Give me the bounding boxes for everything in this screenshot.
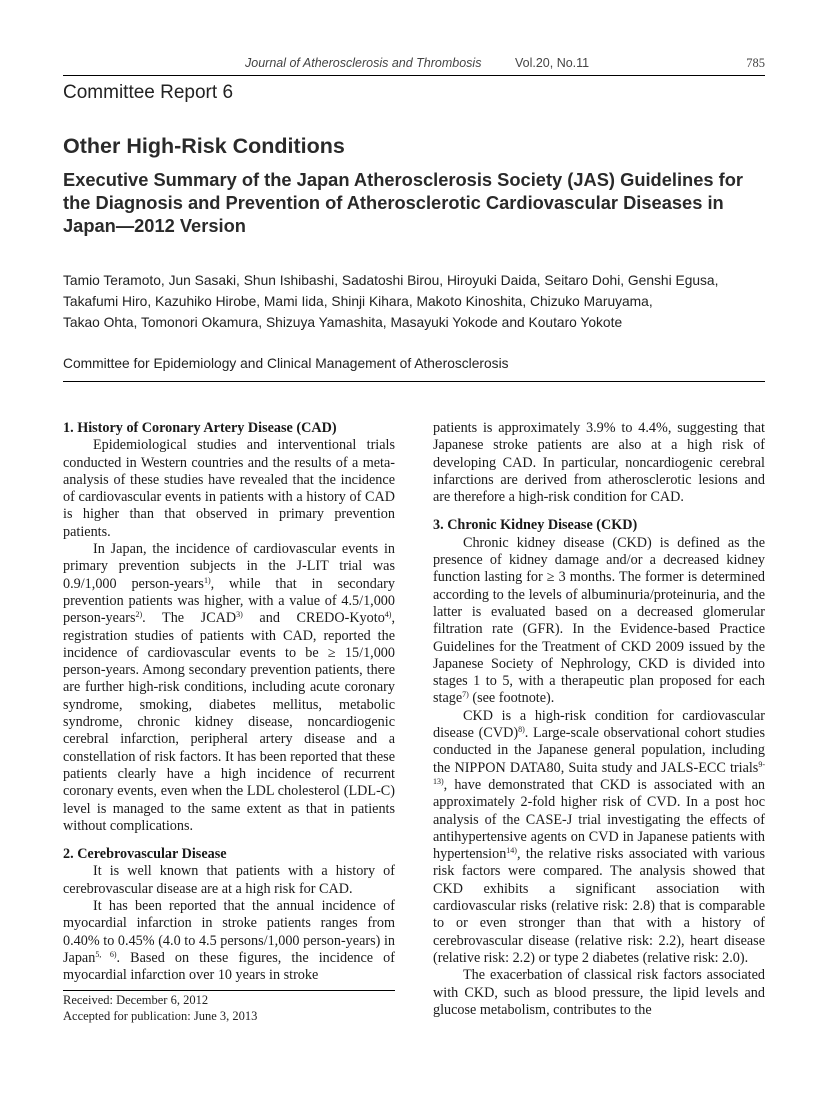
article-title: Other High-Risk Conditions bbox=[63, 134, 345, 158]
citation: 9-13) bbox=[433, 759, 765, 786]
volume-issue: Vol.20, No.11 bbox=[515, 56, 590, 70]
running-head bbox=[63, 56, 765, 74]
committee-affiliation: Committee for Epidemiology and Clinical Management of Atherosclerosis bbox=[63, 356, 509, 371]
paragraph: Epidemiological studies and interventional trials conducted in Western countries and the results of a meta-analysis of these studies have revealed that the incidence of cardiovascular events in patients with a history of CAD is higher than that observed in primary prevention patients. bbox=[63, 437, 395, 540]
report-label: Committee Report 6 bbox=[63, 82, 234, 103]
text-run: . Large-scale observational cohort studies conducted in the Japanese general population, including the NIPPON DATA80, Suita study and JALS-ECC trials bbox=[433, 725, 765, 776]
paragraph bbox=[433, 535, 765, 708]
section-heading: 3. Chronic Kidney Disease (CKD) bbox=[433, 517, 638, 534]
citation: 1) bbox=[203, 575, 211, 585]
author-line: Takafumi Hiro, Kazuhiko Hirobe, Mami Iida, Shinji Kihara, Makoto Kinoshita, Chizuko Maruyama, bbox=[63, 294, 653, 309]
author-list bbox=[63, 270, 773, 333]
text-run: It has been reported that the annual incidence of myocardial infarction in stroke patients ranges from 0.40% to 0.45% (4.0 to 4.5 persons/1,000 person-years) in Japan bbox=[63, 898, 395, 966]
citation: 2) bbox=[135, 610, 143, 620]
paragraph: The exacerbation of classical risk factors associated with CKD, such as blood pressure, the lipid levels and glucose metabolism, contributes to the bbox=[433, 967, 765, 1018]
text-run: Chronic kidney disease (CKD) is defined as the presence of kidney damage and/or a decreased kidney function lasting for ≥ 3 months. The former is determined according to the levels of albuminuria/proteinuria, and the latter is evaluated based on a decreased glomerular filtration rate (GFR). In the Evidence-based Practice Guidelines for the Treatment of CKD 2009 issued by the Japanese Society of Nephrology, CKD is divided into stages 1 to 5, with a therapeutic plan proposed for each stage bbox=[433, 534, 765, 707]
header-rule bbox=[63, 75, 765, 76]
text-run: . Based on these figures, the incidence of myocardial infarction over 10 years in stroke bbox=[63, 949, 395, 984]
citation: 5, 6) bbox=[95, 949, 117, 959]
page-number: 785 bbox=[746, 56, 765, 70]
text-run: and CREDO-Kyoto bbox=[242, 610, 385, 627]
received-date: Received: December 6, 2012 bbox=[63, 993, 209, 1007]
right-column bbox=[433, 420, 765, 1019]
journal-name: Journal of Atherosclerosis and Thrombosis bbox=[245, 56, 482, 70]
footnote-rule bbox=[63, 990, 395, 991]
text-run: CKD is a high-risk condition for cardiovascular disease (CVD) bbox=[433, 707, 765, 742]
text-run: , while that in secondary prevention patients was higher, with a value of 4.5/1,000 person-years bbox=[63, 575, 395, 627]
paragraph: It is well known that patients with a history of cerebrovascular disease are at a high risk for CAD. bbox=[63, 863, 395, 897]
paragraph: patients is approximately 3.9% to 4.4%, suggesting that Japanese stroke patients are also at a high risk of developing CAD. In particular, noncardiogenic cerebral infarctions are derived from atherosclerotic lesions and are therefore a high-risk condition for CAD. bbox=[433, 420, 765, 506]
text-run: , registration studies of patients with CAD, reported the incidence of cardiovascular events to be ≥ 15/1,000 person-years. Among secondary prevention patients, there are further high-risk conditions, including acute coronary syndrome, smoking, diabetes mellitus, metabolic syndrome, chronic kidney disease, noncardiogenic cerebral infarction, peripheral artery disease and a constellation of risk factors. It has been reported that these patients clearly have a high incidence of recurrent coronary events, even when the LDL cholesterol (LDL-C) level is managed to the same extent as that in patients without complications. bbox=[63, 610, 396, 834]
text-run: . The JCAD bbox=[142, 610, 237, 627]
text-run: , have demonstrated that CKD is associated with an approximately 2-fold higher risk of CVD. In a post hoc analysis of the CASE-J trial investigating the effects of antihypertensive agents on CVD in Japanese patients with hypertension bbox=[433, 776, 765, 863]
text-run: (see footnote). bbox=[468, 690, 555, 707]
text-run: , the relative risks associated with various risk factors were compared. The analysis showed that CKD exhibits a significant association with cardiovascular risks (relative risk: 2.8) that is comparable to or even stronger than that with a history of cerebrovascular disease (relative risk: 2.2), heart disease (relative risk: 2.2) or type 2 diabetes (relative risk: 2.0). bbox=[433, 846, 765, 966]
left-column bbox=[63, 420, 395, 985]
citation: 14) bbox=[506, 846, 517, 856]
section-heading: 2. Cerebrovascular Disease bbox=[63, 846, 227, 863]
footnotes bbox=[63, 993, 395, 1024]
paragraph bbox=[63, 898, 395, 984]
paragraph bbox=[63, 541, 395, 835]
section-heading: 1. History of Coronary Artery Disease (CAD) bbox=[63, 420, 337, 436]
citation: 4) bbox=[384, 610, 392, 620]
text-run: In Japan, the incidence of cardiovascular events in primary prevention subjects in the J-LIT trial was 0.9/1,000 person-years bbox=[63, 541, 395, 592]
citation: 7) bbox=[462, 690, 469, 700]
author-line: Tamio Teramoto, Jun Sasaki, Shun Ishibashi, Sadatoshi Birou, Hiroyuki Daida, Seitaro Dohi, Genshi Egusa, bbox=[63, 273, 719, 288]
section-rule bbox=[63, 381, 765, 382]
author-line: Takao Ohta, Tomonori Okamura, Shizuya Yamashita, Masayuki Yokode and Koutaro Yokote bbox=[63, 315, 623, 330]
citation: 8) bbox=[518, 725, 525, 735]
article-subtitle: Executive Summary of the Japan Atherosclerosis Society (JAS) Guidelines for the Diagnosis and Prevention of Atherosclerotic Cardiovascular Diseases in Japan―2012 Version bbox=[63, 169, 744, 236]
paragraph bbox=[433, 708, 765, 967]
citation: 3) bbox=[236, 610, 243, 620]
accepted-date: Accepted for publication: June 3, 2013 bbox=[63, 1008, 258, 1023]
